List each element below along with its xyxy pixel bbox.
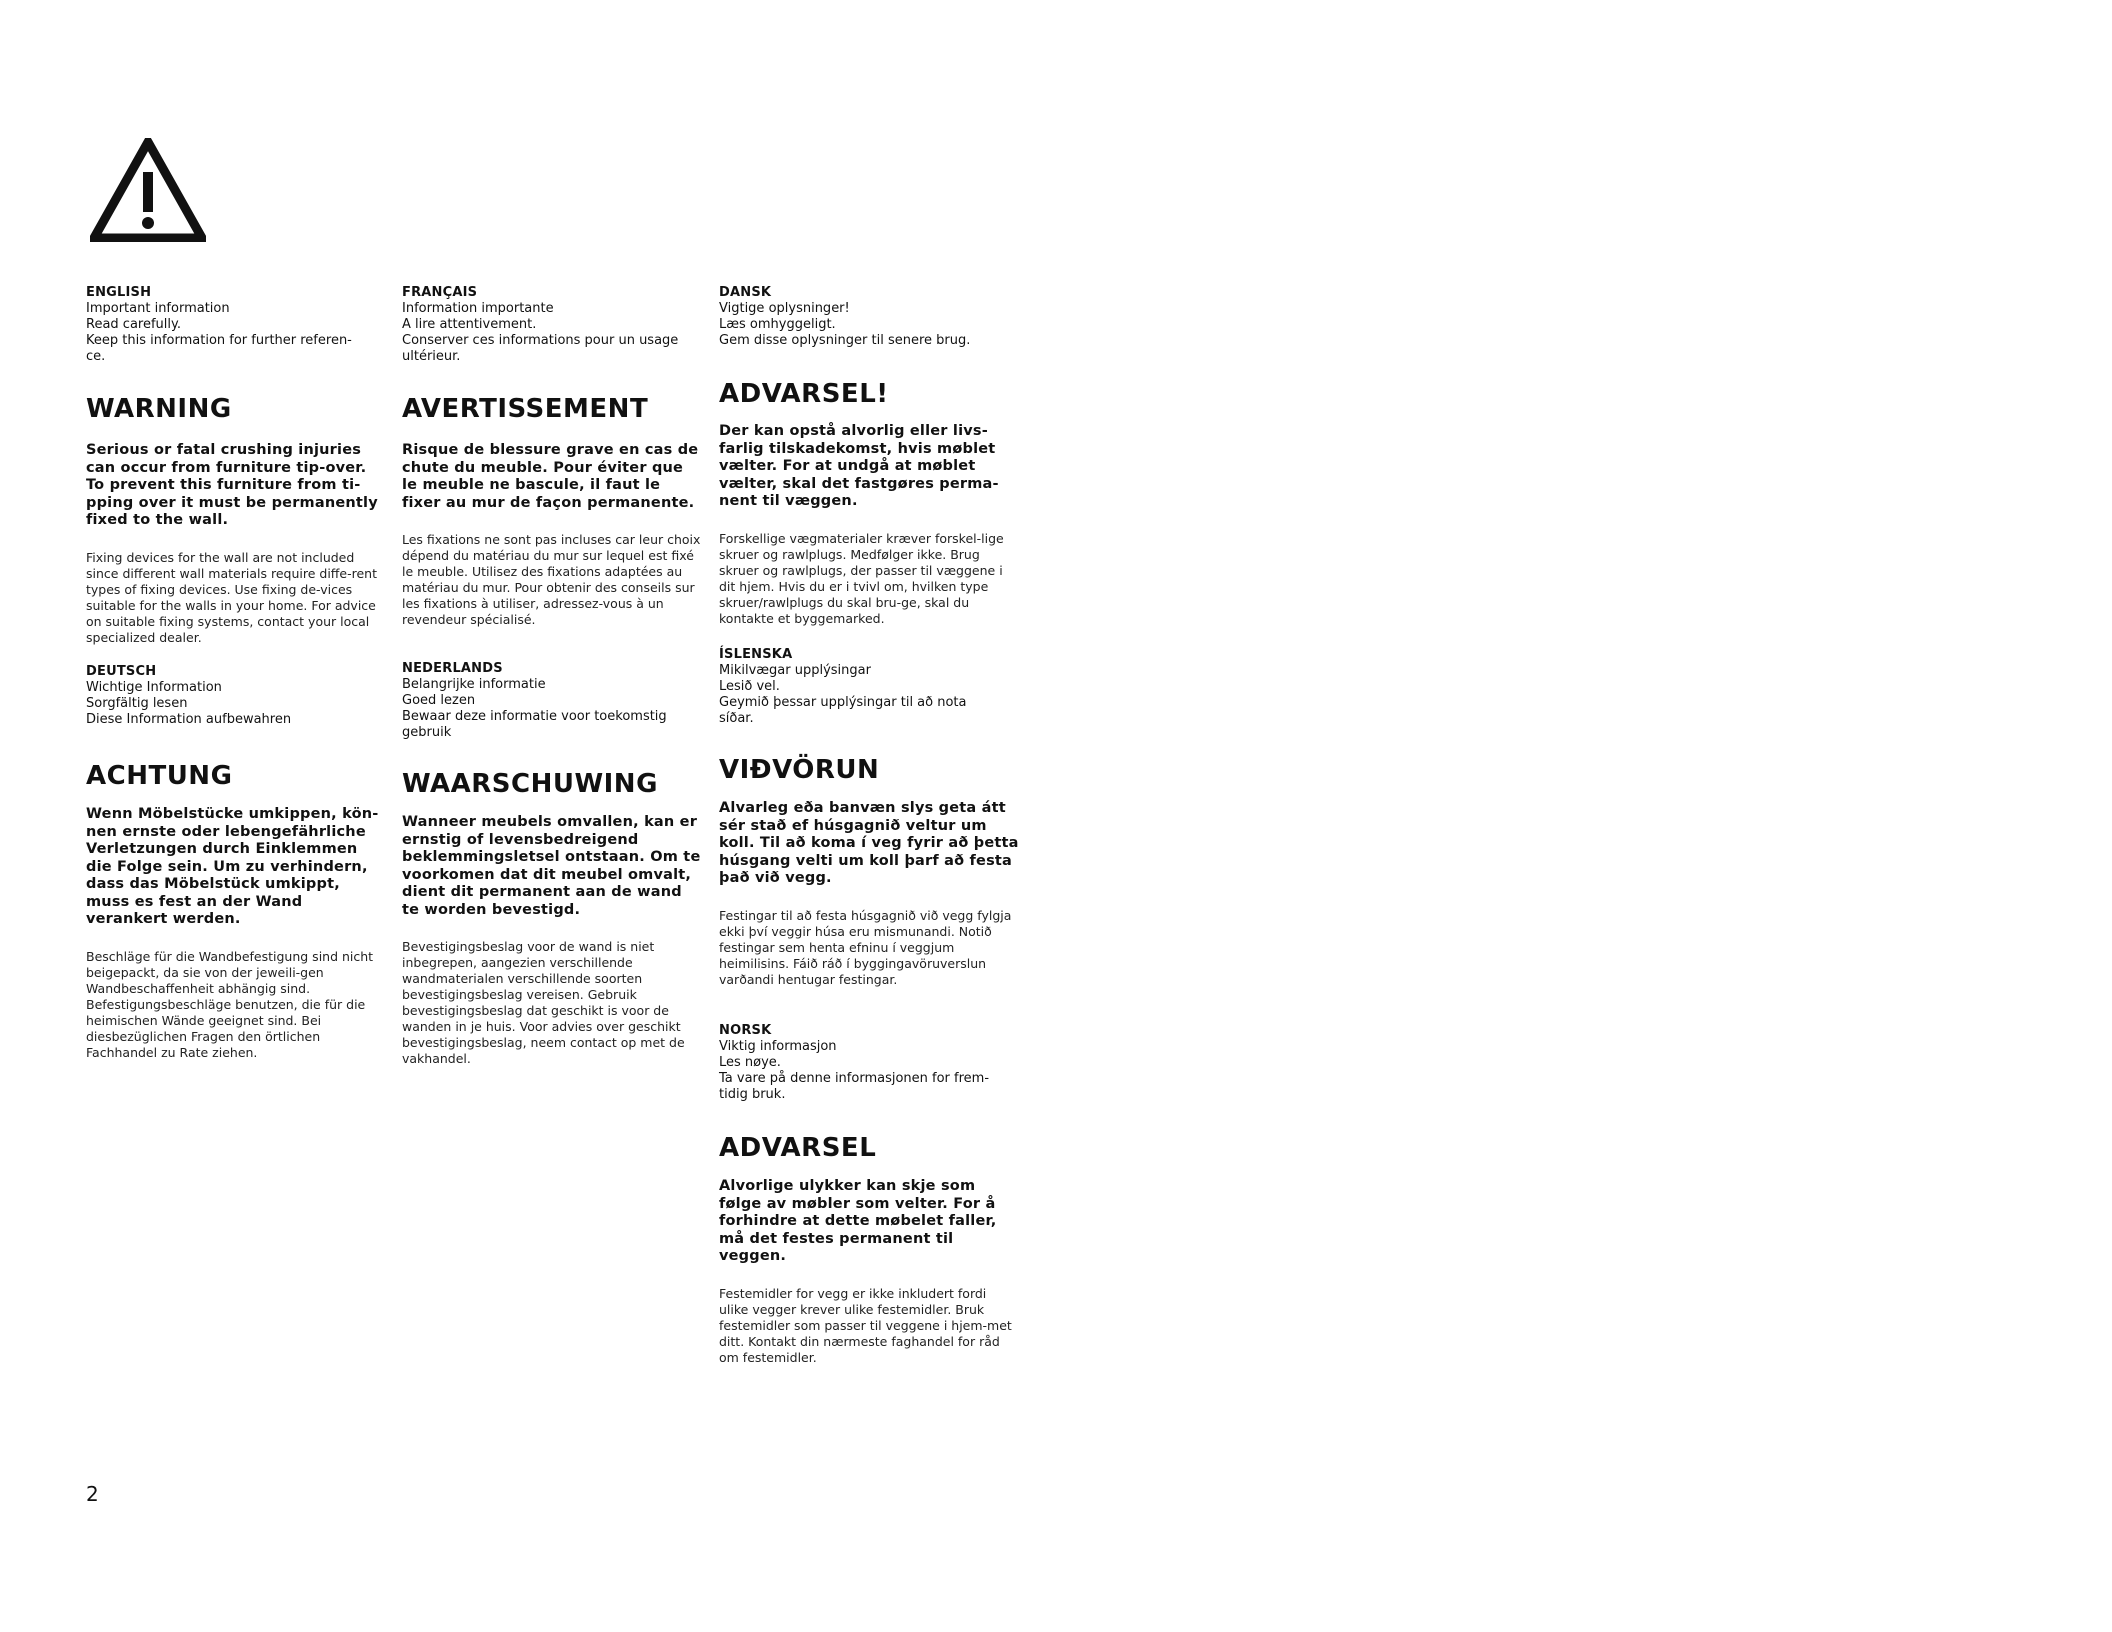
info-line: Belangrijke informatie <box>402 677 546 692</box>
warning-text: Der kan opstå alvorlig eller livs-farlig tilskadekomst, hvis møblet vælter. For at undgå at møblet vælter, skal det fastgøres perma-nent til væggen. <box>719 423 999 509</box>
body-text: Bevestigingsbeslag voor de wand is niet inbegrepen, aangezien verschillende wandmaterialen verschillende soorten bevestigingsbeslag vereisen. Gebruik bevestigingsbeslag dat geschikt is voor de wanden in je huis. Voor advies over geschikt bevestigingsbeslag, neem contact op met de vakhandel. <box>402 939 685 1066</box>
info-line: Viktig informasjon <box>719 1039 837 1054</box>
body-text: Festingar til að festa húsgagnið við vegg fylgja ekki því veggir húsa eru mismunandi. Notið festingar sem henta efninu í veggjum heimilisins. Fáið ráð í byggingavöruverslun varðandi hentugar festingar. <box>719 907 1012 987</box>
info-line: Lesið vel. <box>719 679 780 694</box>
info-line: Gem disse oplysninger til senere brug. <box>719 333 971 348</box>
info-line: Keep this information for further referen- <box>86 333 352 348</box>
info-line: gebruik <box>402 725 452 740</box>
info-line: ce. <box>86 349 106 364</box>
warning-triangle-icon <box>90 138 206 242</box>
language-label: ENGLISH <box>86 285 152 300</box>
warning-text: Alvorlige ulykker kan skje som følge av møbler som velter. For å forhindre at dette møbelet faller, må det festes permanent til veggen. <box>719 1178 997 1264</box>
info-line: Vigtige oplysninger! <box>719 301 850 316</box>
important-info <box>402 301 702 365</box>
info-line: Important information <box>86 301 230 316</box>
info-line: A lire attentivement. <box>402 317 537 332</box>
important-info <box>719 1039 1019 1103</box>
language-label: DANSK <box>719 285 772 300</box>
warning-heading: VIÐVÖRUN <box>719 755 880 785</box>
language-label: NORSK <box>719 1023 772 1038</box>
language-label: ÍSLENSKA <box>719 647 793 662</box>
important-info <box>719 301 1019 349</box>
warning-text: Serious or fatal crushing injuries can occur from furniture tip-over. To prevent this furniture from ti-pping over it must be permanently fixed to the wall. <box>86 442 378 528</box>
section-francais <box>402 285 702 628</box>
info-line: Ta vare på denne informasjonen for frem- <box>719 1071 990 1086</box>
warning-text: Alvarleg eða banvæn slys geta átt sér stað ef húsgagnið veltur um koll. Til að koma í veg fyrir að þetta húsgang velti um koll þarf að festa það við vegg. <box>719 800 1019 886</box>
info-line: Les nøye. <box>719 1055 781 1070</box>
info-line: síðar. <box>719 711 754 726</box>
info-line: Goed lezen <box>402 693 476 708</box>
warning-heading: WAARSCHUWING <box>402 769 658 799</box>
info-line: Læs omhyggeligt. <box>719 317 836 332</box>
language-label: DEUTSCH <box>86 664 157 679</box>
warning-text: Wenn Möbelstücke umkippen, kön-nen ernste oder lebengefährliche Verletzungen durch Einklemmen die Folge sein. Um zu verhindern, dass das Möbelstück umkippt, muss es fest an der Wand verankert werden. <box>86 806 379 927</box>
body-text: Festemidler for vegg er ikke inkludert fordi ulike vegger krever ulike festemidler. Bruk festemidler som passer til veggene i hjem-met ditt. Kontakt din nærmeste faghandel for råd om festemidler. <box>719 1285 1012 1365</box>
section-norsk <box>719 1023 1019 1366</box>
body-text: Les fixations ne sont pas incluses car leur choix dépend du matériau du mur sur lequel est fixé le meuble. Utilisez des fixations adaptées au matériau du mur. Pour obtenir des conseils sur les fixations à utiliser, adressez-vous à un revendeur spécialisé. <box>402 532 701 627</box>
warning-text: Wanneer meubels omvallen, kan er ernstig of levensbedreigend beklemmingsletsel ontstaan. Om te voorkomen dat dit meubel omvalt, dient dit permanent aan de wand te worden bevestigd. <box>402 814 701 918</box>
info-line: Wichtige Information <box>86 680 222 695</box>
warning-text: Risque de blessure grave en cas de chute du meuble. Pour éviter que le meuble ne bascule, il faut le fixer au mur de façon permanente. <box>402 442 699 511</box>
section-nederlands <box>402 661 702 1067</box>
info-line: Conserver ces informations pour un usage <box>402 333 679 348</box>
section-islenska <box>719 647 1019 988</box>
info-line: Read carefully. <box>86 317 181 332</box>
info-line: Bewaar deze informatie voor toekomstig <box>402 709 667 724</box>
body-text: Forskellige vægmaterialer kræver forskel-lige skruer og rawlplugs. Medfølger ikke. Brug skruer og rawlplugs, der passer til væggene i dit hjem. Hvis du er i tvivl om, hvilken type skruer/rawlplugs du skal bru-ge, skal du kontakte et byggemarked. <box>719 530 1004 626</box>
info-line: tidig bruk. <box>719 1087 786 1102</box>
info-line: Geymið þessar upplýsingar til að nota <box>719 695 967 710</box>
important-info <box>86 301 386 365</box>
info-line: Mikilvægar upplýsingar <box>719 663 871 678</box>
info-line: Sorgfältig lesen <box>86 696 188 711</box>
warning-heading: ACHTUNG <box>86 761 233 791</box>
language-label: NEDERLANDS <box>402 661 503 676</box>
warning-heading: ADVARSEL! <box>719 379 889 409</box>
important-info <box>86 680 386 728</box>
body-text: Beschläge für die Wandbefestigung sind nicht beigepackt, da sie von der jeweili-gen Wandbeschaffenheit abhängig sind. Befestigungsbeschläge benutzen, die für die heimischen Wände geeignet sind. Bei diesbezüglichen Fragen den örtlichen Fachhandel zu Rate ziehen. <box>86 948 374 1060</box>
warning-heading: ADVARSEL <box>719 1133 877 1163</box>
info-line: Information importante <box>402 301 554 316</box>
page-number: 2 <box>86 1482 99 1506</box>
language-label: FRANÇAIS <box>402 285 478 300</box>
section-dansk <box>719 285 1019 627</box>
body-text: Fixing devices for the wall are not included since different wall materials require diffe-rent types of fixing devices. Use fixing de-vices suitable for the walls in your home. For advice on suitable fixing systems, contact your local specialized dealer. <box>86 549 377 645</box>
info-line: Diese Information aufbewahren <box>86 712 292 727</box>
important-info <box>402 677 702 741</box>
important-info <box>719 663 1019 727</box>
warning-heading: AVERTISSEMENT <box>402 394 649 424</box>
info-line: ultérieur. <box>402 349 461 364</box>
warning-heading: WARNING <box>86 394 232 424</box>
section-deutsch <box>86 664 386 1061</box>
section-english <box>86 285 386 646</box>
